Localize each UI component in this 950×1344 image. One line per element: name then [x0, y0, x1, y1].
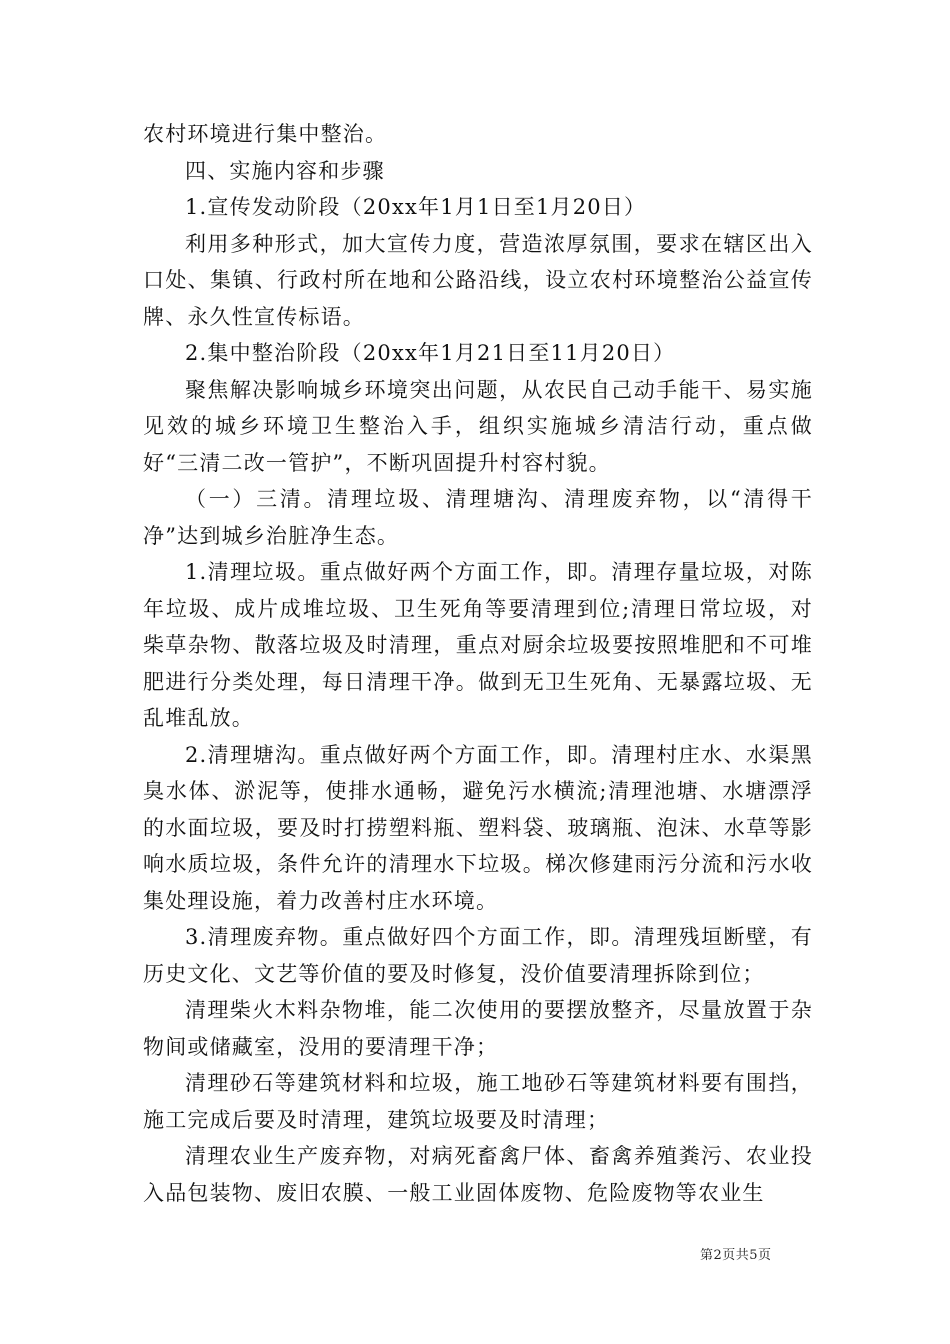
paragraph-rectification: 聚焦解决影响城乡环境突出问题，从农民自己动手能干、易实施见效的城乡环境卫生整治入手，组织实施城乡清洁行动，重点做好“三清二改一管护”，不断巩固提升村容村貌。	[143, 377, 813, 475]
paragraph-clean-waste: 3.清理废弃物。重点做好四个方面工作，即。清理残垣断壁，有历史文化、文艺等价值的要及时修复，没价值要清理拆除到位；	[143, 925, 813, 986]
paragraph-three-cleanups: （一）三清。清理垃圾、清理塘沟、清理废弃物，以“清得干净”达到城乡治脏净生态。	[143, 487, 813, 548]
stage-heading-publicity: 1.宣传发动阶段（20xx年1月1日至1月20日）	[185, 195, 647, 219]
paragraph-clean-ditches: 2.清理塘沟。重点做好两个方面工作，即。清理村庄水、水渠黑臭水体、淤泥等，使排水通畅，避免污水横流;清理池塘、水塘漂浮的水面垃圾，要及时打捞塑料瓶、塑料袋、玻璃瓶、泡沫、水草等影响水质垃圾，条件允许的清理水下垃圾。梯次修建雨污分流和污水收集处理设施，着力改善村庄水环境。	[143, 742, 813, 913]
paragraph-building-materials: 清理砂石等建筑材料和垃圾，施工地砂石等建筑材料要有围挡，施工完成后要及时清理，建筑垃圾要及时清理；	[143, 1071, 813, 1132]
paragraph-1: 农村环境进行集中整治。	[143, 122, 388, 146]
section-heading-implementation: 四、实施内容和步骤	[185, 158, 385, 183]
paragraph-clean-garbage: 1.清理垃圾。重点做好两个方面工作，即。清理存量垃圾，对陈年垃圾、成片成堆垃圾、卫生死角等要清理到位;清理日常垃圾，对柴草杂物、散落垃圾及时清理，重点对厨余垃圾要按照堆肥和不可堆肥进行分类处理，每日清理干净。做到无卫生死角、无暴露垃圾、无乱堆乱放。	[143, 560, 813, 730]
paragraph-firewood: 清理柴火木料杂物堆，能二次使用的要摆放整齐，尽量放置于杂物间或储藏室，没用的要清理干净；	[143, 998, 813, 1059]
stage-heading-rectification: 2.集中整治阶段（20xx年1月21日至11月20日）	[185, 341, 676, 365]
paragraph-publicity: 利用多种形式，加大宣传力度，营造浓厚氛围，要求在辖区出入口处、集镇、行政村所在地和公路沿线，设立农村环境整治公益宣传牌、永久性宣传标语。	[143, 231, 813, 329]
paragraph-agricultural-waste: 清理农业生产废弃物，对病死畜禽尸体、畜禽养殖粪污、农业投入品包装物、废旧农膜、一般工业固体废物、危险废物等农业生	[143, 1144, 813, 1205]
document-body	[143, 116, 813, 1211]
page-number-footer: 第2页共5页	[700, 1248, 772, 1263]
